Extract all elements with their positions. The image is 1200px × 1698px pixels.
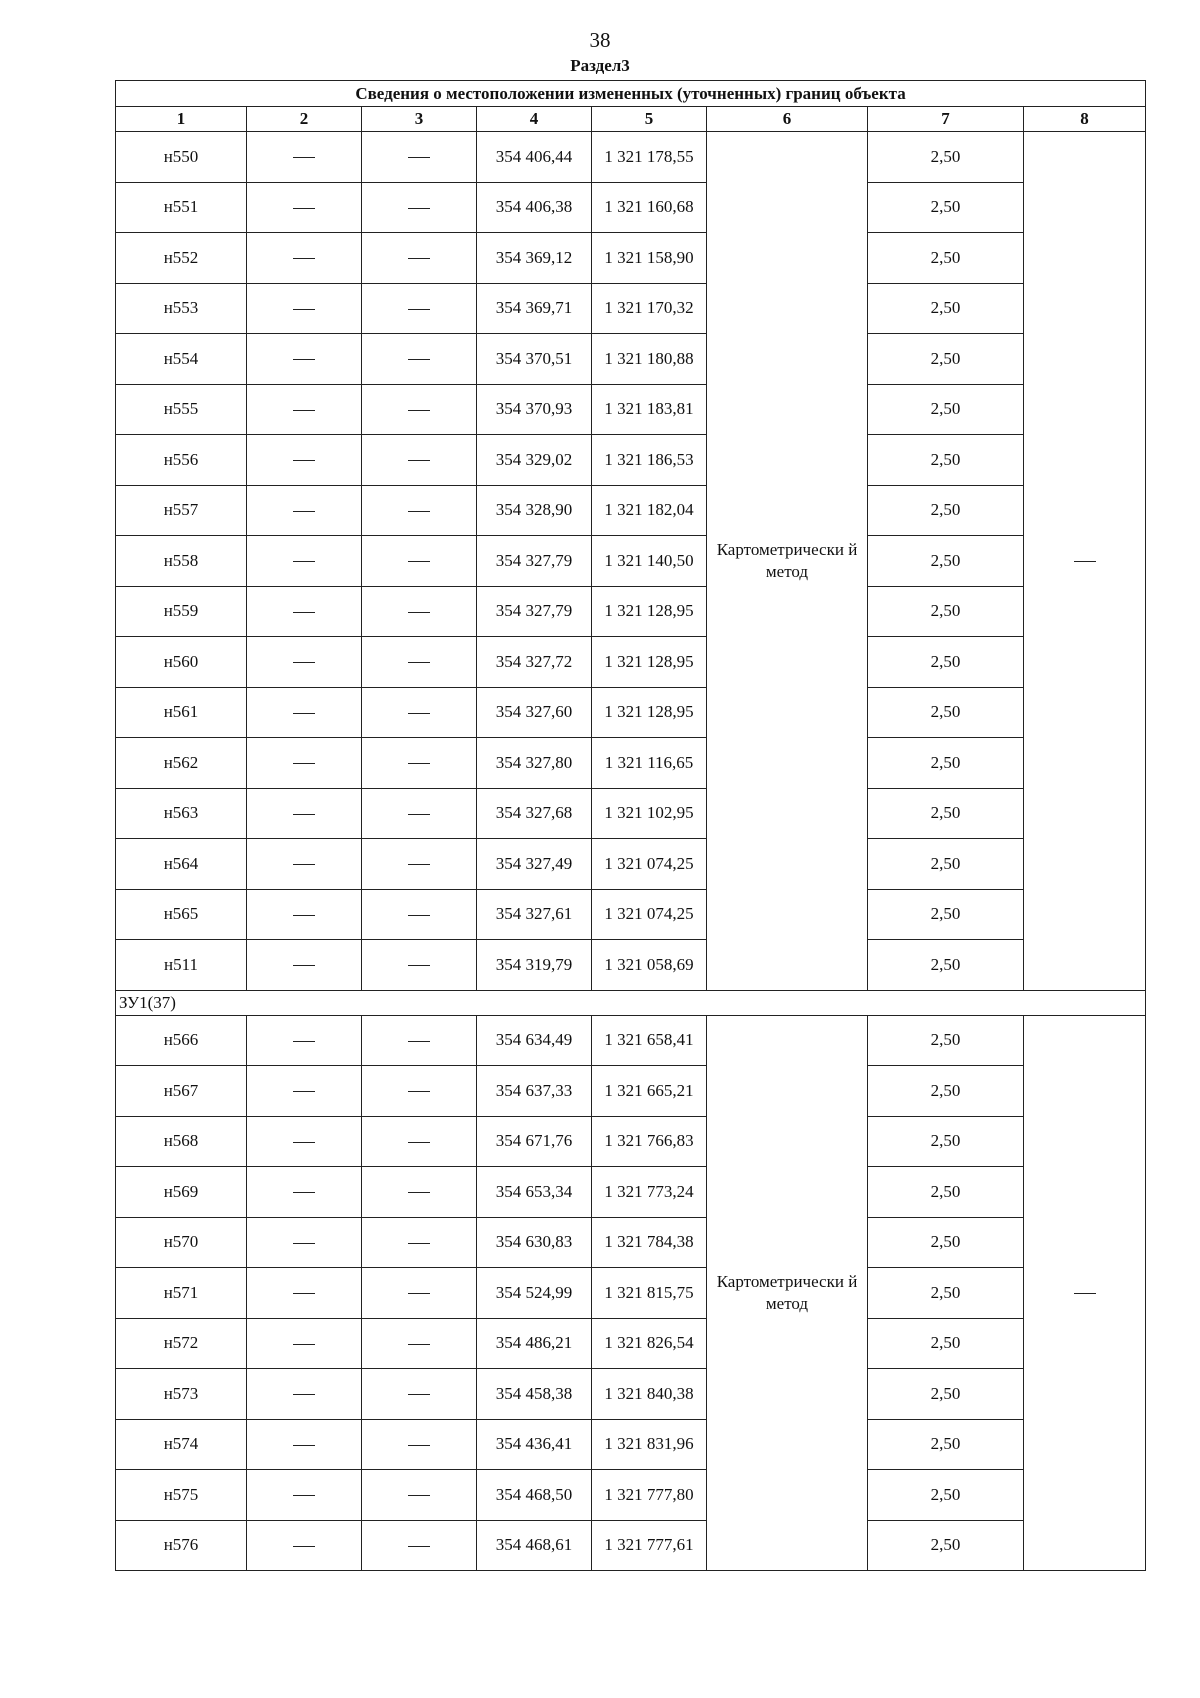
col8-cell xyxy=(1024,132,1146,991)
table-row xyxy=(116,940,1146,991)
dash-mark xyxy=(408,460,430,461)
column-number-8: 8 xyxy=(1024,107,1146,132)
dash-mark xyxy=(293,915,315,916)
dash-cell xyxy=(362,182,477,233)
col8-cell xyxy=(1024,1015,1146,1571)
dash-mark xyxy=(408,1445,430,1446)
y-coordinate-cell: 1 321 160,68 xyxy=(592,182,707,233)
y-coordinate-cell: 1 321 831,96 xyxy=(592,1419,707,1470)
point-id-cell: н553 xyxy=(116,283,247,334)
dash-mark xyxy=(293,1243,315,1244)
dash-cell xyxy=(362,687,477,738)
dash-mark xyxy=(408,208,430,209)
dash-cell xyxy=(247,637,362,688)
accuracy-cell: 2,50 xyxy=(868,1268,1024,1319)
accuracy-cell: 2,50 xyxy=(868,1470,1024,1521)
dash-mark xyxy=(293,1394,315,1395)
dash-mark xyxy=(1074,561,1096,562)
dash-mark xyxy=(408,1142,430,1143)
dash-cell xyxy=(247,1520,362,1571)
table-row xyxy=(116,1419,1146,1470)
y-coordinate-cell: 1 321 773,24 xyxy=(592,1167,707,1218)
table-row xyxy=(116,637,1146,688)
accuracy-cell: 2,50 xyxy=(868,384,1024,435)
point-id-cell: н568 xyxy=(116,1116,247,1167)
x-coordinate-cell: 354 319,79 xyxy=(477,940,592,991)
dash-mark xyxy=(293,359,315,360)
dash-cell xyxy=(247,485,362,536)
point-id-cell: н563 xyxy=(116,788,247,839)
point-id-cell: н572 xyxy=(116,1318,247,1369)
accuracy-cell: 2,50 xyxy=(868,132,1024,183)
y-coordinate-cell: 1 321 186,53 xyxy=(592,435,707,486)
dash-cell xyxy=(247,384,362,435)
dash-cell xyxy=(362,1066,477,1117)
y-coordinate-cell: 1 321 777,61 xyxy=(592,1520,707,1571)
dash-mark xyxy=(408,1192,430,1193)
dash-cell xyxy=(362,233,477,284)
dash-mark xyxy=(408,309,430,310)
accuracy-cell: 2,50 xyxy=(868,1419,1024,1470)
dash-cell xyxy=(247,687,362,738)
y-coordinate-cell: 1 321 140,50 xyxy=(592,536,707,587)
dash-cell xyxy=(362,384,477,435)
dash-mark xyxy=(293,814,315,815)
accuracy-cell: 2,50 xyxy=(868,536,1024,587)
dash-mark xyxy=(408,1091,430,1092)
dash-mark xyxy=(293,1293,315,1294)
table-row xyxy=(116,1217,1146,1268)
dash-cell xyxy=(362,788,477,839)
y-coordinate-cell: 1 321 158,90 xyxy=(592,233,707,284)
dash-cell xyxy=(362,283,477,334)
point-id-cell: н565 xyxy=(116,889,247,940)
dash-cell xyxy=(247,1167,362,1218)
dash-mark xyxy=(293,561,315,562)
group-label-row xyxy=(116,990,1146,1015)
y-coordinate-cell: 1 321 074,25 xyxy=(592,839,707,890)
point-id-cell: н567 xyxy=(116,1066,247,1117)
accuracy-cell: 2,50 xyxy=(868,1066,1024,1117)
dash-mark xyxy=(293,1445,315,1446)
table-row xyxy=(116,1167,1146,1218)
dash-mark xyxy=(408,662,430,663)
dash-mark xyxy=(1074,1293,1096,1294)
table-row xyxy=(116,1116,1146,1167)
table-row xyxy=(116,435,1146,486)
boundary-table xyxy=(115,80,1146,1571)
column-number-5: 5 xyxy=(592,107,707,132)
dash-cell xyxy=(247,182,362,233)
table-row xyxy=(116,1318,1146,1369)
dash-cell xyxy=(362,1419,477,1470)
y-coordinate-cell: 1 321 840,38 xyxy=(592,1369,707,1420)
point-id-cell: н557 xyxy=(116,485,247,536)
y-coordinate-cell: 1 321 784,38 xyxy=(592,1217,707,1268)
section-title: Раздел3 xyxy=(570,56,630,75)
accuracy-cell: 2,50 xyxy=(868,940,1024,991)
accuracy-cell: 2,50 xyxy=(868,334,1024,385)
accuracy-cell: 2,50 xyxy=(868,1167,1024,1218)
table-row xyxy=(116,233,1146,284)
point-id-cell: н555 xyxy=(116,384,247,435)
dash-cell xyxy=(247,334,362,385)
table-row xyxy=(116,788,1146,839)
dash-mark xyxy=(408,1394,430,1395)
dash-cell xyxy=(362,334,477,385)
x-coordinate-cell: 354 486,21 xyxy=(477,1318,592,1369)
dash-cell xyxy=(362,738,477,789)
x-coordinate-cell: 354 653,34 xyxy=(477,1167,592,1218)
accuracy-cell: 2,50 xyxy=(868,435,1024,486)
dash-mark xyxy=(293,1192,315,1193)
y-coordinate-cell: 1 321 128,95 xyxy=(592,687,707,738)
dash-mark xyxy=(293,460,315,461)
x-coordinate-cell: 354 406,44 xyxy=(477,132,592,183)
dash-mark xyxy=(293,1041,315,1042)
y-coordinate-cell: 1 321 170,32 xyxy=(592,283,707,334)
y-coordinate-cell: 1 321 766,83 xyxy=(592,1116,707,1167)
dash-mark xyxy=(293,157,315,158)
x-coordinate-cell: 354 370,93 xyxy=(477,384,592,435)
table-row xyxy=(116,889,1146,940)
y-coordinate-cell: 1 321 116,65 xyxy=(592,738,707,789)
x-coordinate-cell: 354 630,83 xyxy=(477,1217,592,1268)
x-coordinate-cell: 354 369,71 xyxy=(477,283,592,334)
point-id-cell: н574 xyxy=(116,1419,247,1470)
dash-mark xyxy=(408,915,430,916)
table-row xyxy=(116,839,1146,890)
dash-mark xyxy=(408,612,430,613)
dash-cell xyxy=(362,132,477,183)
accuracy-cell: 2,50 xyxy=(868,1369,1024,1420)
dash-mark xyxy=(293,713,315,714)
x-coordinate-cell: 354 328,90 xyxy=(477,485,592,536)
y-coordinate-cell: 1 321 665,21 xyxy=(592,1066,707,1117)
x-coordinate-cell: 354 327,72 xyxy=(477,637,592,688)
dash-cell xyxy=(362,1520,477,1571)
accuracy-cell: 2,50 xyxy=(868,788,1024,839)
dash-mark xyxy=(408,965,430,966)
accuracy-cell: 2,50 xyxy=(868,1318,1024,1369)
dash-mark xyxy=(408,1243,430,1244)
dash-mark xyxy=(408,1344,430,1345)
dash-mark xyxy=(408,864,430,865)
group-label: ЗУ1(37) xyxy=(116,990,1146,1015)
dash-mark xyxy=(408,814,430,815)
dash-mark xyxy=(293,1142,315,1143)
table-row xyxy=(116,586,1146,637)
table-row xyxy=(116,738,1146,789)
dash-cell xyxy=(362,1167,477,1218)
dash-mark xyxy=(408,157,430,158)
dash-cell xyxy=(247,839,362,890)
dash-mark xyxy=(408,763,430,764)
dash-cell xyxy=(247,738,362,789)
table-row xyxy=(116,334,1146,385)
accuracy-cell: 2,50 xyxy=(868,182,1024,233)
x-coordinate-cell: 354 327,60 xyxy=(477,687,592,738)
y-coordinate-cell: 1 321 777,80 xyxy=(592,1470,707,1521)
dash-cell xyxy=(247,1217,362,1268)
point-id-cell: н564 xyxy=(116,839,247,890)
dash-mark xyxy=(293,258,315,259)
dash-cell xyxy=(247,435,362,486)
dash-cell xyxy=(362,1217,477,1268)
point-id-cell: н559 xyxy=(116,586,247,637)
dash-mark xyxy=(408,410,430,411)
dash-cell xyxy=(247,1470,362,1521)
point-id-cell: н561 xyxy=(116,687,247,738)
dash-cell xyxy=(247,536,362,587)
y-coordinate-cell: 1 321 102,95 xyxy=(592,788,707,839)
y-coordinate-cell: 1 321 182,04 xyxy=(592,485,707,536)
dash-mark xyxy=(408,359,430,360)
accuracy-cell: 2,50 xyxy=(868,233,1024,284)
dash-mark xyxy=(293,410,315,411)
method-cell: Картометрически й метод xyxy=(707,1015,868,1571)
dash-cell xyxy=(247,233,362,284)
dash-cell xyxy=(362,1318,477,1369)
x-coordinate-cell: 354 327,49 xyxy=(477,839,592,890)
table-row xyxy=(116,182,1146,233)
x-coordinate-cell: 354 524,99 xyxy=(477,1268,592,1319)
accuracy-cell: 2,50 xyxy=(868,485,1024,536)
dash-cell xyxy=(362,435,477,486)
dash-cell xyxy=(362,1268,477,1319)
dash-cell xyxy=(362,586,477,637)
x-coordinate-cell: 354 458,38 xyxy=(477,1369,592,1420)
accuracy-cell: 2,50 xyxy=(868,1116,1024,1167)
dash-mark xyxy=(293,511,315,512)
dash-mark xyxy=(408,1293,430,1294)
point-id-cell: н566 xyxy=(116,1015,247,1066)
x-coordinate-cell: 354 406,38 xyxy=(477,182,592,233)
table-row xyxy=(116,687,1146,738)
y-coordinate-cell: 1 321 658,41 xyxy=(592,1015,707,1066)
table-row xyxy=(116,1470,1146,1521)
dash-mark xyxy=(293,1091,315,1092)
dash-cell xyxy=(247,586,362,637)
accuracy-cell: 2,50 xyxy=(868,889,1024,940)
dash-cell xyxy=(362,1369,477,1420)
column-number-1: 1 xyxy=(116,107,247,132)
x-coordinate-cell: 354 436,41 xyxy=(477,1419,592,1470)
table-row xyxy=(116,1369,1146,1420)
accuracy-cell: 2,50 xyxy=(868,637,1024,688)
dash-mark xyxy=(293,864,315,865)
dash-mark xyxy=(293,1546,315,1547)
dash-cell xyxy=(247,1369,362,1420)
point-id-cell: н570 xyxy=(116,1217,247,1268)
y-coordinate-cell: 1 321 058,69 xyxy=(592,940,707,991)
dash-cell xyxy=(362,485,477,536)
accuracy-cell: 2,50 xyxy=(868,687,1024,738)
point-id-cell: н550 xyxy=(116,132,247,183)
dash-mark xyxy=(293,965,315,966)
table-row xyxy=(116,485,1146,536)
dash-cell xyxy=(362,536,477,587)
point-id-cell: н573 xyxy=(116,1369,247,1420)
point-id-cell: н554 xyxy=(116,334,247,385)
point-id-cell: н552 xyxy=(116,233,247,284)
x-coordinate-cell: 354 468,50 xyxy=(477,1470,592,1521)
table-row xyxy=(116,1015,1146,1066)
table-title: Сведения о местоположении измененных (уточненных) границ объекта xyxy=(116,81,1146,107)
x-coordinate-cell: 354 327,79 xyxy=(477,586,592,637)
dash-cell xyxy=(247,1268,362,1319)
accuracy-cell: 2,50 xyxy=(868,1015,1024,1066)
y-coordinate-cell: 1 321 128,95 xyxy=(592,637,707,688)
x-coordinate-cell: 354 634,49 xyxy=(477,1015,592,1066)
y-coordinate-cell: 1 321 815,75 xyxy=(592,1268,707,1319)
dash-cell xyxy=(247,1015,362,1066)
point-id-cell: н562 xyxy=(116,738,247,789)
point-id-cell: н511 xyxy=(116,940,247,991)
column-number-7: 7 xyxy=(868,107,1024,132)
accuracy-cell: 2,50 xyxy=(868,839,1024,890)
point-id-cell: н558 xyxy=(116,536,247,587)
dash-mark xyxy=(293,1344,315,1345)
dash-mark xyxy=(408,258,430,259)
point-id-cell: н556 xyxy=(116,435,247,486)
x-coordinate-cell: 354 327,61 xyxy=(477,889,592,940)
dash-cell xyxy=(247,889,362,940)
dash-mark xyxy=(293,662,315,663)
y-coordinate-cell: 1 321 128,95 xyxy=(592,586,707,637)
point-id-cell: н560 xyxy=(116,637,247,688)
dash-cell xyxy=(247,283,362,334)
accuracy-cell: 2,50 xyxy=(868,738,1024,789)
table-row xyxy=(116,536,1146,587)
y-coordinate-cell: 1 321 183,81 xyxy=(592,384,707,435)
table-row xyxy=(116,1268,1146,1319)
point-id-cell: н569 xyxy=(116,1167,247,1218)
dash-mark xyxy=(293,763,315,764)
table-row xyxy=(116,283,1146,334)
dash-mark xyxy=(408,713,430,714)
dash-mark xyxy=(293,612,315,613)
dash-mark xyxy=(408,511,430,512)
y-coordinate-cell: 1 321 178,55 xyxy=(592,132,707,183)
accuracy-cell: 2,50 xyxy=(868,1520,1024,1571)
x-coordinate-cell: 354 369,12 xyxy=(477,233,592,284)
table-row xyxy=(116,1066,1146,1117)
x-coordinate-cell: 354 671,76 xyxy=(477,1116,592,1167)
dash-cell xyxy=(247,1419,362,1470)
x-coordinate-cell: 354 637,33 xyxy=(477,1066,592,1117)
y-coordinate-cell: 1 321 180,88 xyxy=(592,334,707,385)
dash-mark xyxy=(408,1041,430,1042)
page-number: 38 xyxy=(589,28,611,52)
x-coordinate-cell: 354 327,80 xyxy=(477,738,592,789)
table-row xyxy=(116,132,1146,183)
accuracy-cell: 2,50 xyxy=(868,283,1024,334)
accuracy-cell: 2,50 xyxy=(868,586,1024,637)
y-coordinate-cell: 1 321 826,54 xyxy=(592,1318,707,1369)
dash-mark xyxy=(293,309,315,310)
dash-cell xyxy=(247,1318,362,1369)
dash-cell xyxy=(247,788,362,839)
dash-cell xyxy=(362,1470,477,1521)
column-number-3: 3 xyxy=(362,107,477,132)
accuracy-cell: 2,50 xyxy=(868,1217,1024,1268)
dash-mark xyxy=(293,208,315,209)
dash-cell xyxy=(362,839,477,890)
x-coordinate-cell: 354 370,51 xyxy=(477,334,592,385)
point-id-cell: н551 xyxy=(116,182,247,233)
table-row xyxy=(116,384,1146,435)
dash-mark xyxy=(408,1495,430,1496)
dash-cell xyxy=(362,889,477,940)
column-number-2: 2 xyxy=(247,107,362,132)
column-number-6: 6 xyxy=(707,107,868,132)
method-cell: Картометрически й метод xyxy=(707,132,868,991)
x-coordinate-cell: 354 327,68 xyxy=(477,788,592,839)
x-coordinate-cell: 354 468,61 xyxy=(477,1520,592,1571)
dash-cell xyxy=(247,1116,362,1167)
x-coordinate-cell: 354 327,79 xyxy=(477,536,592,587)
dash-mark xyxy=(293,1495,315,1496)
dash-cell xyxy=(362,1015,477,1066)
table-row xyxy=(116,1520,1146,1571)
dash-cell xyxy=(247,132,362,183)
dash-mark xyxy=(408,561,430,562)
dash-cell xyxy=(362,637,477,688)
dash-cell xyxy=(247,1066,362,1117)
x-coordinate-cell: 354 329,02 xyxy=(477,435,592,486)
dash-cell xyxy=(362,1116,477,1167)
dash-cell xyxy=(247,940,362,991)
dash-cell xyxy=(362,940,477,991)
point-id-cell: н575 xyxy=(116,1470,247,1521)
y-coordinate-cell: 1 321 074,25 xyxy=(592,889,707,940)
column-number-4: 4 xyxy=(477,107,592,132)
point-id-cell: н571 xyxy=(116,1268,247,1319)
point-id-cell: н576 xyxy=(116,1520,247,1571)
dash-mark xyxy=(408,1546,430,1547)
